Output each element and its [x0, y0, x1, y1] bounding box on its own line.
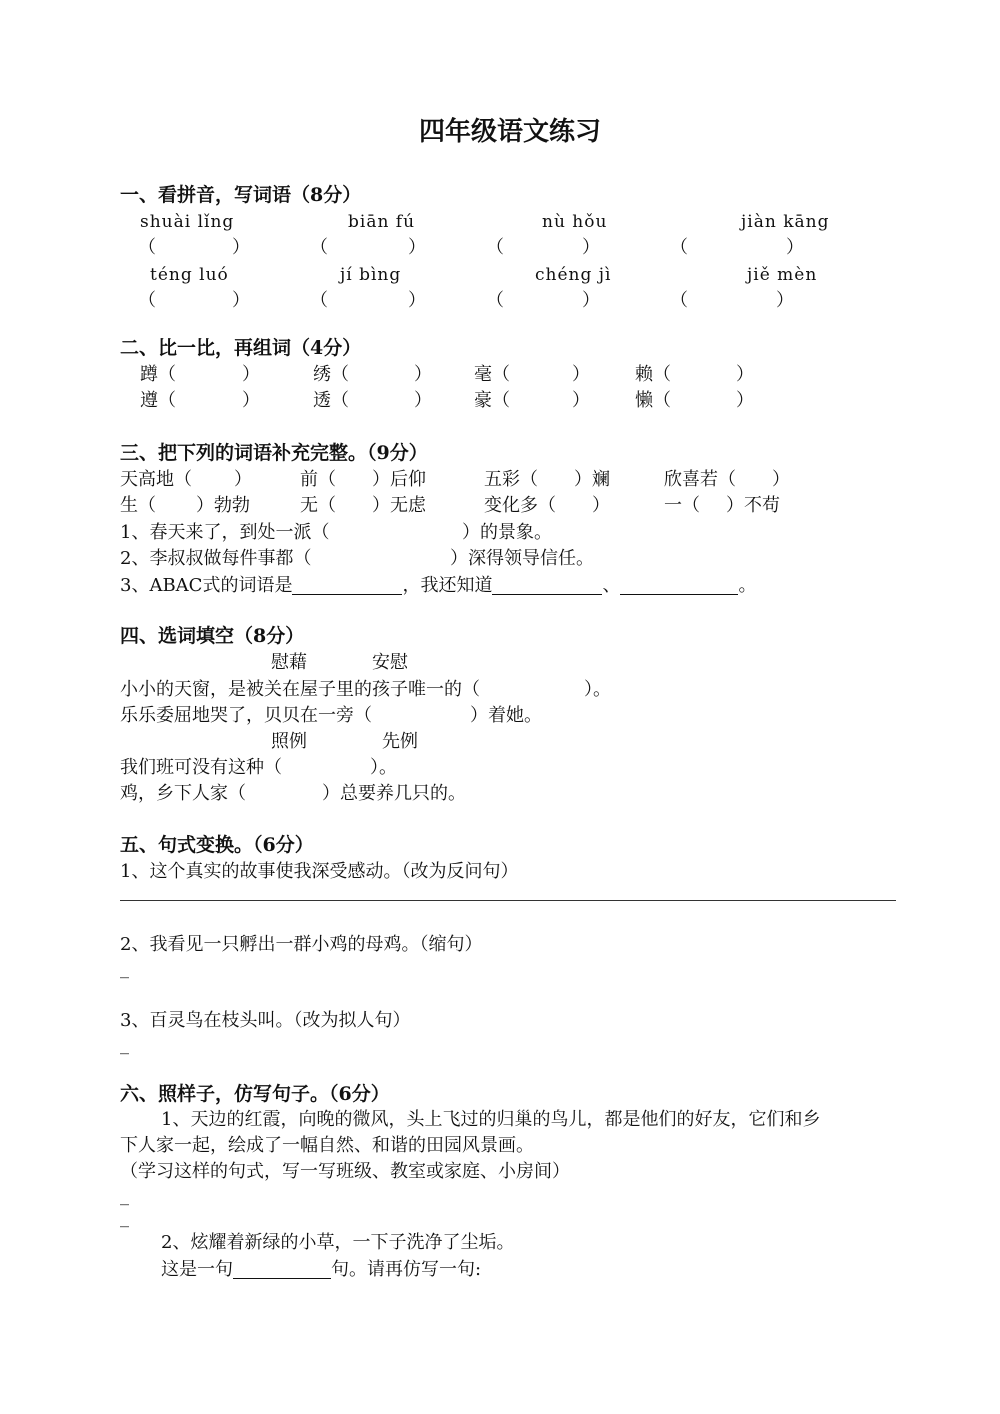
idiom-part: 一（	[664, 495, 700, 516]
s6-sentence-type	[161, 1260, 481, 1279]
char-close: ）	[414, 390, 432, 411]
idiom-part: ）	[234, 469, 252, 490]
char-close: ）	[572, 364, 590, 385]
char-item: 蹲（	[140, 364, 176, 385]
idiom-part: ）勃勃	[196, 495, 250, 516]
s4-line-1-b: ）。	[584, 679, 611, 700]
s3-q3-text-4: 。	[738, 575, 757, 596]
idiom-part: 生（	[120, 495, 156, 516]
section4-heading: 四、选词填空（8分）	[120, 625, 305, 647]
s6-example-line-1: 1、天边的红霞，向晚的微风，头上飞过的归巢的鸟儿，都是他们的好友，它们和乡	[161, 1109, 821, 1130]
char-close: ）	[736, 390, 754, 411]
pinyin-7: chéng jì	[535, 265, 612, 285]
word-option: 安慰	[372, 652, 408, 673]
s5-question-1: 1、这个真实的故事使我深受感动。（改为反问句）	[120, 861, 519, 882]
answer-paren-close: ）	[786, 237, 804, 258]
char-item: 遵（	[140, 390, 176, 411]
s4-line-4-b: ）总要养几只的。	[322, 783, 466, 804]
answer-paren-open: （	[138, 290, 156, 311]
s3-q3-text-2: ，我还知道	[402, 575, 493, 596]
section6-heading: 六、照样子，仿写句子。（6分）	[120, 1083, 390, 1105]
char-close: ）	[572, 390, 590, 411]
pinyin-4: jiàn kāng	[741, 212, 830, 232]
answer-paren-close: ）	[776, 290, 794, 311]
idiom-part: 欣喜若（	[664, 469, 736, 490]
char-item: 透（	[313, 390, 349, 411]
pinyin-1: shuài lǐng	[140, 212, 235, 232]
s4-line-3-a: 我们班可没有这种（	[120, 757, 282, 778]
idiom-part: 天高地（	[120, 469, 192, 490]
answer-blank[interactable]	[233, 1260, 331, 1279]
s6-example-2: 2、炫耀着新绿的小草，一下子洗净了尘垢。	[161, 1232, 515, 1253]
word-option: 慰藉	[271, 652, 307, 673]
answer-blank[interactable]	[492, 576, 602, 595]
s3-question-2-a: 2、李叔叔做每件事都（	[120, 548, 312, 569]
section2-heading: 二、比一比，再组词（4分）	[120, 337, 362, 359]
char-item: 赖（	[635, 364, 671, 385]
char-close: ）	[414, 364, 432, 385]
answer-paren-close: ）	[408, 237, 426, 258]
pinyin-6: jí bìng	[340, 265, 402, 285]
answer-blank[interactable]	[292, 576, 402, 595]
idiom-part: 无（	[300, 495, 336, 516]
s3-question-2-b: ）深得领导信任。	[450, 548, 594, 569]
pinyin-8: jiě mèn	[747, 265, 818, 285]
pinyin-2: biān fú	[348, 212, 416, 232]
answer-dash[interactable]: _	[120, 1207, 129, 1228]
s4-line-4-a: 鸡，乡下人家（	[120, 783, 246, 804]
idiom-part: ）后仰	[372, 469, 426, 490]
section1-heading: 一、看拼音，写词语（8分）	[120, 184, 362, 206]
answer-dash[interactable]: _	[120, 1034, 129, 1055]
idiom-part: 五彩（	[484, 469, 538, 490]
s4-line-3-b: ）。	[370, 757, 397, 778]
word-option: 先例	[382, 731, 418, 752]
answer-paren-open: （	[486, 290, 504, 311]
answer-paren-open: （	[670, 237, 688, 258]
answer-paren-open: （	[138, 237, 156, 258]
idiom-part: ）不苟	[726, 495, 780, 516]
s3-q3-text-1: 3、ABAC式的词语是	[120, 575, 293, 596]
s3-question-1-a: 1、春天来了，到处一派（	[120, 522, 330, 543]
char-close: ）	[242, 364, 260, 385]
word-option: 照例	[271, 731, 307, 752]
s3-question-1-b: ）的景象。	[462, 522, 552, 543]
section3-heading: 三、把下列的词语补充完整。（9分）	[120, 442, 428, 464]
answer-paren-close: ）	[232, 290, 250, 311]
s3-q3-text-3: 、	[602, 575, 621, 596]
char-close: ）	[242, 390, 260, 411]
s6-text-a: 这是一句	[161, 1259, 233, 1280]
s5-question-2: 2、我看见一只孵出一群小鸡的母鸡。（缩句）	[120, 934, 483, 955]
s6-instruction: （学习这样的句式，写一写班级、教室或家庭、小房间）	[120, 1161, 570, 1182]
answer-paren-open: （	[486, 237, 504, 258]
answer-paren-open: （	[310, 237, 328, 258]
s4-line-2-b: ）着她。	[470, 705, 542, 726]
section5-heading: 五、句式变换。（6分）	[120, 834, 314, 856]
idiom-part: ）	[772, 469, 790, 490]
answer-paren-close: ）	[582, 290, 600, 311]
s4-line-1-a: 小小的天窗，是被关在屋子里的孩子唯一的（	[120, 679, 480, 700]
answer-dash[interactable]: _	[120, 958, 129, 979]
answer-paren-close: ）	[582, 237, 600, 258]
s4-line-2-a: 乐乐委屈地哭了，贝贝在一旁（	[120, 705, 372, 726]
s6-example-line-2: 下人家一起，绘成了一幅自然、和谐的田园风景画。	[120, 1135, 534, 1156]
pinyin-3: nù hǒu	[542, 212, 608, 232]
answer-paren-open: （	[310, 290, 328, 311]
answer-paren-open: （	[670, 290, 688, 311]
idiom-part: ）	[592, 495, 610, 516]
answer-blank[interactable]	[620, 576, 738, 595]
char-item: 绣（	[313, 364, 349, 385]
page-title: 四年级语文练习	[419, 117, 602, 147]
answer-dash[interactable]: _	[120, 1185, 129, 1206]
s5-question-3: 3、百灵鸟在枝头叫。（改为拟人句）	[120, 1010, 411, 1031]
idiom-part: 前（	[300, 469, 336, 490]
answer-paren-close: ）	[408, 290, 426, 311]
s3-question-3	[120, 576, 756, 595]
char-item: 毫（	[474, 364, 510, 385]
answer-paren-close: ）	[232, 237, 250, 258]
idiom-part: ）斓	[574, 469, 610, 490]
idiom-part: 变化多（	[484, 495, 556, 516]
char-item: 豪（	[474, 390, 510, 411]
s6-text-b: 句。请再仿写一句:	[331, 1259, 482, 1280]
char-item: 懒（	[635, 390, 671, 411]
answer-line[interactable]	[120, 900, 896, 901]
char-close: ）	[736, 364, 754, 385]
pinyin-5: téng luó	[150, 265, 229, 285]
idiom-part: ）无虑	[372, 495, 426, 516]
